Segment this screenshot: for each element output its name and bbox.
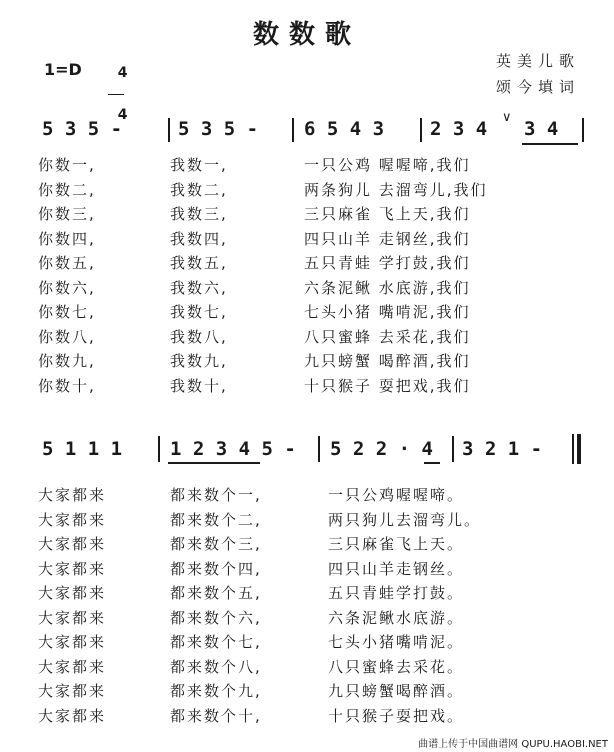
lyric-line: 八只蜜蜂 去采花,我们 bbox=[304, 327, 471, 346]
lyric-line: 你数五, bbox=[38, 254, 96, 272]
lyric-line: 六条泥鳅水底游。 bbox=[328, 608, 465, 627]
measure-6: 5 1 1 1 bbox=[42, 438, 123, 460]
credit-origin: 英美儿歌 bbox=[495, 52, 580, 70]
barline bbox=[582, 118, 584, 142]
lyric-line: 你数七, bbox=[38, 303, 96, 321]
lyric-line: 大家都来 bbox=[38, 682, 107, 700]
verses2-col2 bbox=[170, 483, 262, 728]
lyric-line: 你数九, bbox=[38, 352, 96, 370]
measure-2: 5 3 5 - bbox=[178, 118, 259, 140]
lyric-line: 我数六, bbox=[170, 278, 228, 297]
lyric-line: 你数十, bbox=[38, 376, 96, 395]
lyric-line: 大家都来 bbox=[38, 633, 107, 651]
lyric-line: 都来数个七, bbox=[170, 633, 262, 651]
barline bbox=[420, 118, 422, 142]
lyric-line: 大家都来 bbox=[38, 535, 107, 553]
lyric-line: 我数七, bbox=[170, 303, 228, 321]
lyric-line: 都来数个十, bbox=[170, 706, 262, 725]
lyric-line: 七头小猪嘴啃泥。 bbox=[328, 633, 465, 651]
song-title: 数数歌 bbox=[252, 20, 361, 50]
time-signature-top: 4 bbox=[117, 65, 128, 81]
lyric-line: 你数二, bbox=[38, 180, 96, 199]
lyric-line: 大家都来 bbox=[38, 706, 107, 725]
lyric-line: 两只狗儿去溜弯儿。 bbox=[328, 510, 482, 529]
lyric-line: 六条泥鳅 水底游,我们 bbox=[304, 278, 471, 297]
lyric-line: 一只公鸡喔喔啼。 bbox=[328, 486, 465, 504]
time-signature-bottom: 4 bbox=[117, 107, 128, 123]
lyric-line: 八只蜜蜂去采花。 bbox=[328, 657, 465, 676]
verses1-col1 bbox=[38, 153, 96, 398]
lyric-line: 都来数个三, bbox=[170, 535, 262, 553]
lyric-line: 你数一, bbox=[38, 156, 96, 174]
lyric-line: 大家都来 bbox=[38, 510, 107, 529]
lyric-line: 我数八, bbox=[170, 327, 228, 346]
beat-underline bbox=[522, 143, 578, 145]
beat-underline bbox=[424, 462, 440, 464]
lyric-line: 一只公鸡 喔喔啼,我们 bbox=[304, 156, 471, 174]
lyric-line: 三只麻雀飞上天。 bbox=[328, 535, 465, 553]
lyric-line: 大家都来 bbox=[38, 657, 107, 676]
measure-5: 3 4 bbox=[524, 118, 559, 140]
lyric-line: 四只山羊走钢丝。 bbox=[328, 559, 465, 578]
lyric-line: 我数一, bbox=[170, 156, 228, 174]
verses2-col1 bbox=[38, 483, 106, 728]
verses2-col3 bbox=[328, 483, 481, 728]
lyric-line: 我数九, bbox=[170, 352, 228, 370]
lyric-line: 七头小猪 嘴啃泥,我们 bbox=[304, 303, 471, 321]
lyric-line: 五只青蛙学打鼓。 bbox=[328, 584, 465, 602]
measure-9: 3 2 1 - bbox=[462, 438, 543, 460]
lyric-line: 都来数个八, bbox=[170, 657, 262, 676]
barline bbox=[168, 118, 170, 142]
lyric-line: 你数八, bbox=[38, 327, 96, 346]
beat-underline bbox=[168, 462, 260, 464]
lyric-line: 大家都来 bbox=[38, 608, 107, 627]
barline bbox=[292, 118, 294, 142]
lyric-line: 三只麻雀 飞上天,我们 bbox=[304, 205, 471, 223]
lyric-line: 都来数个五, bbox=[170, 584, 262, 602]
barline bbox=[318, 436, 320, 462]
credit-lyricist: 颂今填词 bbox=[495, 78, 580, 96]
lyric-line: 九只螃蟹喝醉酒。 bbox=[328, 682, 465, 700]
lyric-line: 十只猴子 耍把戏,我们 bbox=[304, 376, 471, 395]
lyric-line: 大家都来 bbox=[38, 486, 107, 504]
lyric-line: 五只青蛙 学打鼓,我们 bbox=[304, 254, 471, 272]
lyric-line: 大家都来 bbox=[38, 559, 107, 578]
lyric-line: 大家都来 bbox=[38, 584, 107, 602]
final-barline-thick bbox=[577, 434, 581, 464]
time-signature bbox=[108, 54, 128, 123]
breath-mark: ∨ bbox=[502, 110, 512, 125]
lyric-line: 我数四, bbox=[170, 229, 228, 248]
lyric-line: 都来数个二, bbox=[170, 510, 262, 529]
lyric-line: 都来数个一, bbox=[170, 486, 262, 504]
measure-4: 2 3 4 bbox=[430, 118, 488, 140]
verses1-col2 bbox=[170, 153, 228, 398]
lyric-line: 四只山羊 走钢丝,我们 bbox=[304, 229, 471, 248]
key-signature: 1=D bbox=[44, 60, 82, 79]
measure-3: 6 5 4 3 bbox=[304, 118, 385, 140]
lyric-line: 我数十, bbox=[170, 376, 228, 395]
barline bbox=[158, 436, 160, 462]
lyric-line: 你数六, bbox=[38, 278, 96, 297]
lyric-line: 都来数个九, bbox=[170, 682, 262, 700]
lyric-line: 你数四, bbox=[38, 229, 96, 248]
lyric-line: 九只螃蟹 喝醉酒,我们 bbox=[304, 352, 471, 370]
measure-1: 5 3 5 - bbox=[42, 118, 123, 140]
lyric-line: 两条狗儿 去溜弯儿,我们 bbox=[304, 180, 488, 199]
lyric-line: 我数三, bbox=[170, 205, 228, 223]
verses1-col3 bbox=[304, 153, 488, 398]
watermark-footer: 曲谱上传于中国曲谱网 QUPU.HAOBI.NET bbox=[418, 739, 608, 750]
lyric-line: 十只猴子耍把戏。 bbox=[328, 706, 465, 725]
lyric-line: 你数三, bbox=[38, 205, 96, 223]
lyric-line: 我数五, bbox=[170, 254, 228, 272]
lyric-line: 都来数个六, bbox=[170, 608, 262, 627]
measure-7: 1 2 3 4 5 - bbox=[170, 438, 296, 460]
final-barline-thin bbox=[572, 434, 574, 464]
measure-8: 5 2 2 · 4 bbox=[330, 438, 433, 460]
barline bbox=[452, 436, 454, 462]
lyric-line: 都来数个四, bbox=[170, 559, 262, 578]
lyric-line: 我数二, bbox=[170, 180, 228, 199]
